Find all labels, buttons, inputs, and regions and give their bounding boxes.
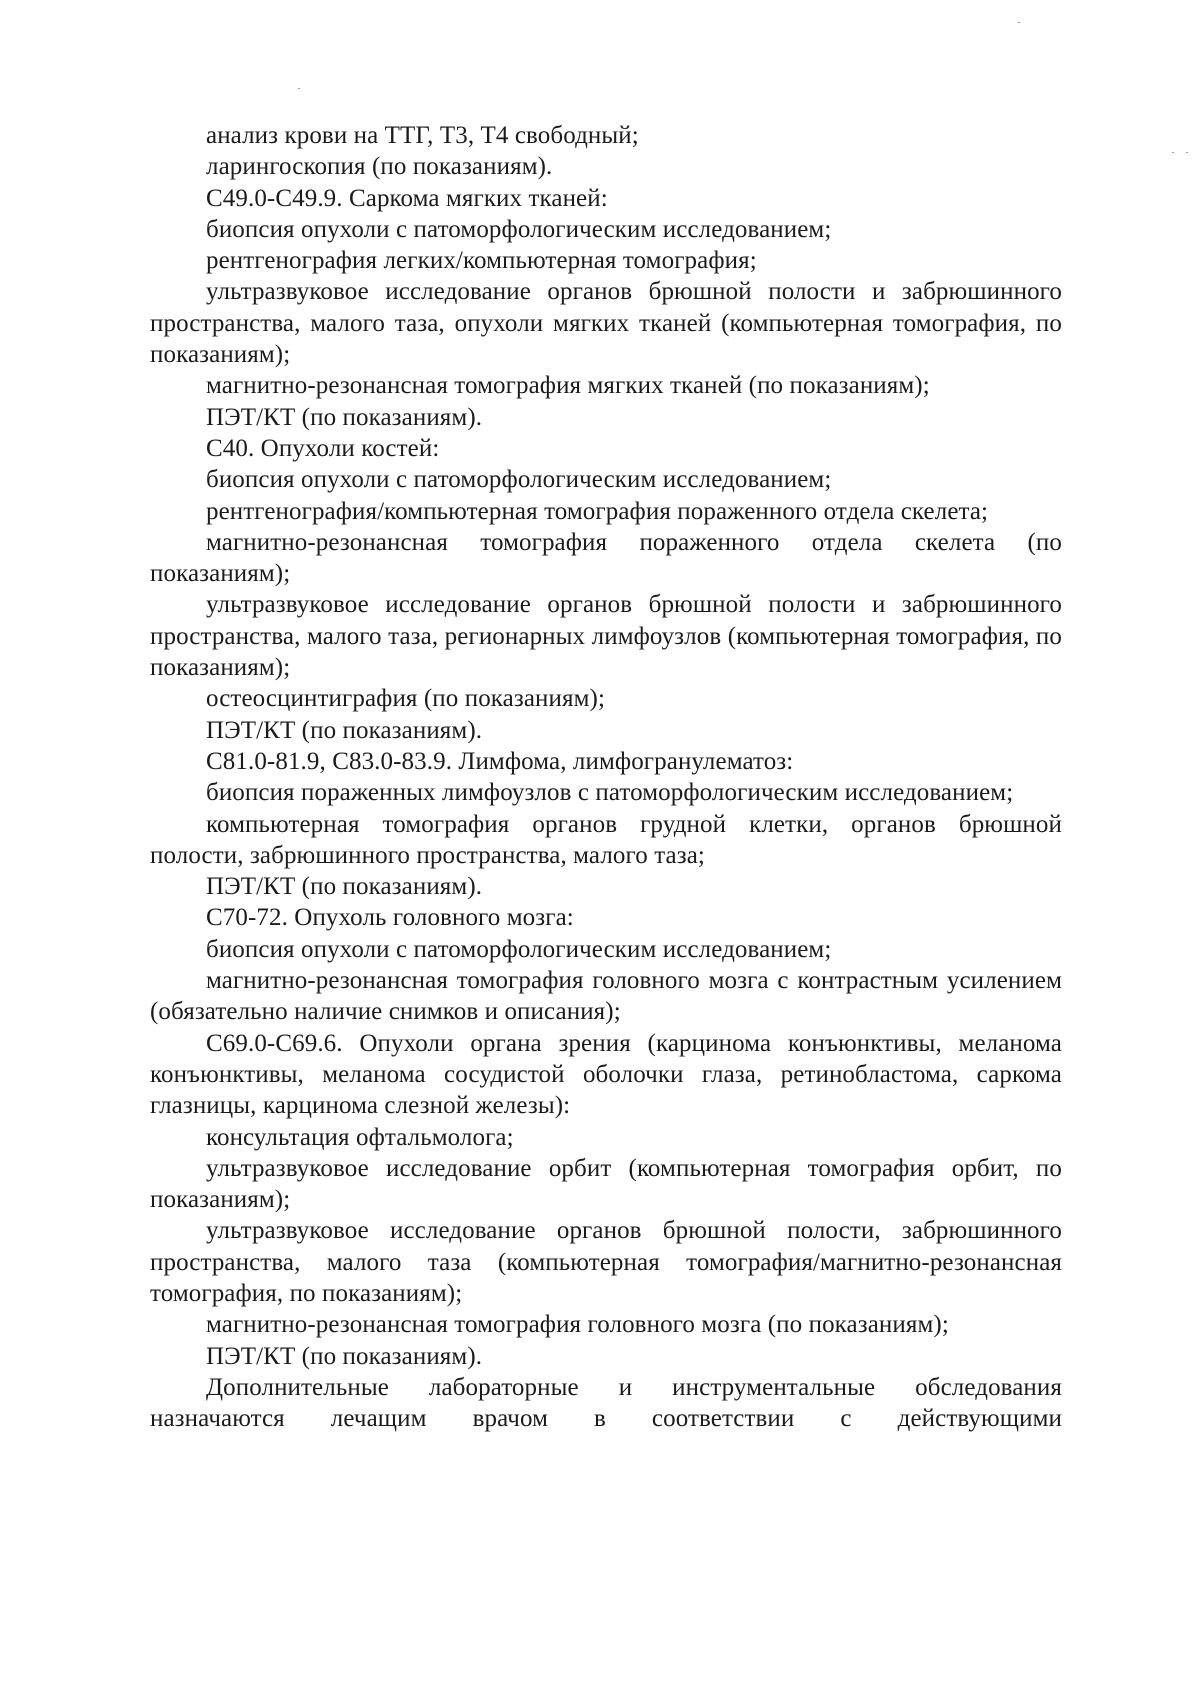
paragraph: рентгенография легких/компьютерная томография; [206,247,757,275]
paragraph: ультразвуковое исследование органов брюшной полости, забрюшинного пространства, малого таза (компьютерная томография/магнитно-резонансная томография, по показаниям); [150,1217,1062,1307]
paragraph: рентгенография/компьютерная томография пораженного отдела скелета; [206,497,989,525]
paragraph: остеосцинтиграфия (по показаниям); [206,685,605,713]
paragraph: магнитно-резонансная томография головного мозга (по показаниям); [206,1311,949,1339]
paragraph: ультразвуковое исследование органов брюшной полости и забрюшинного пространства, малого таза, опухоли мягких тканей (компьютерная томография, по показаниям); [150,278,1062,369]
paragraph: магнитно-резонансная томография мягких тканей (по показаниям); [206,372,930,400]
paragraph: ПЭТ/КТ (по показаниям). [206,873,483,901]
paragraph: ПЭТ/КТ (по показаниям). [206,1342,483,1370]
paragraph: биопсия опухоли с патоморфологическим исследованием; [206,466,832,494]
section-heading: С49.0-С49.9. Саркома мягких тканей: [206,184,608,212]
section-heading: С70-72. Опухоль головного мозга: [206,904,574,932]
section-heading: С40. Опухоли костей: [206,434,440,462]
section-heading: С69.0-С69.6. Опухоли органа зрения (карцинома конъюнктивы, меланома конъюнктивы, меланома сосудистой оболочки глаза, ретинобластома, саркома глазницы, карцинома слезной железы): [150,1029,1062,1120]
paragraph: анализ крови на ТТГ, Т3, Т4 свободный; [206,122,639,149]
paragraph: ПЭТ/КТ (по показаниям). [206,403,483,431]
paragraph: биопсия опухоли с патоморфологическим исследованием; [206,215,832,243]
paragraph: ультразвуковое исследование органов брюшной полости и забрюшинного пространства, малого таза, регионарных лимфоузлов (компьютерная томография, по показаниям); [150,591,1062,682]
paragraph: ПЭТ/КТ (по показаниям). [206,716,483,744]
paragraph: ларингоскопия (по показаниям). [206,153,553,181]
paragraph: консультация офтальмолога; [206,1123,514,1151]
scan-speck [1018,22,1020,23]
paragraph: магнитно-резонансная томография пораженного отдела скелета (по показаниям); [150,528,1062,588]
paragraph: магнитно-резонансная томография головного мозга с контрастным усилением (обязательно наличие снимков и описания); [150,967,1062,1026]
scan-speck [1186,152,1188,153]
scan-speck [298,88,300,89]
paragraph: биопсия пораженных лимфоузлов с патоморфологическим исследованием; [206,779,1014,807]
paragraph: ультразвуковое исследование орбит (компьютерная томография орбит, по показаниям); [150,1154,1062,1214]
closing-paragraph: Дополнительные лабораторные и инструментальные обследования назначаются лечащим врачом в соответствии с действующими [150,1373,1062,1433]
paragraph: биопсия опухоли с патоморфологическим исследованием; [206,935,832,963]
scan-speck [1172,152,1174,153]
section-heading: С81.0-81.9, С83.0-83.9. Лимфома, лимфогранулематоз: [206,747,794,775]
document-body [150,120,1062,1434]
paragraph: компьютерная томография органов грудной клетки, органов брюшной полости, забрюшинного пространства, малого таза; [150,810,1062,869]
